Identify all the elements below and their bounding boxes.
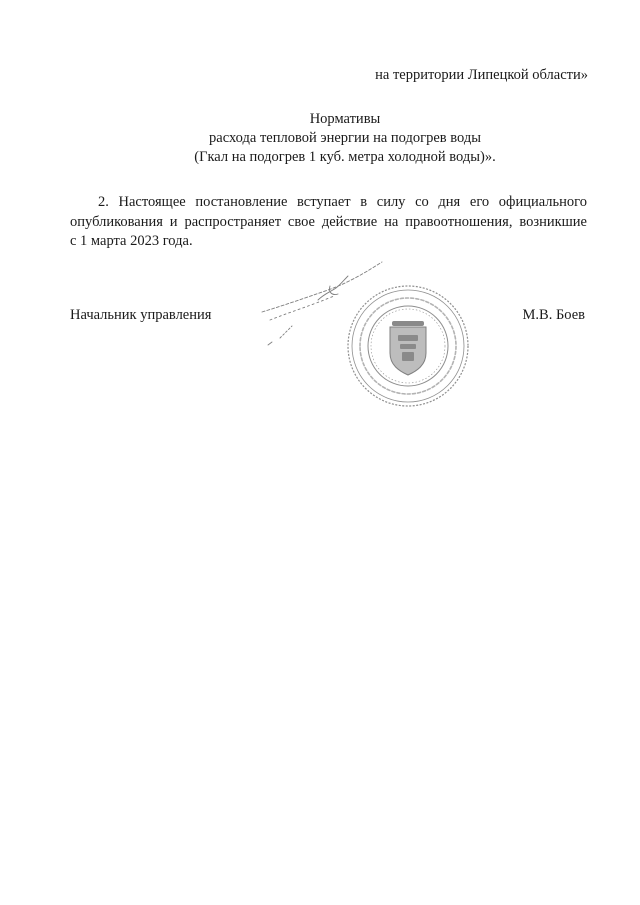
title-line-2: расхода тепловой энергии на подогрев воды (209, 130, 481, 146)
paragraph-line-2: опубликования и распространяет свое действие на правоотношения, возникшие (70, 213, 587, 230)
title-line-1: Нормативы (309, 111, 381, 127)
signer-name: М.В. Боев (522, 307, 585, 323)
paragraph-line-1: 2. Настоящее постановление вступает в силу со дня его официального (98, 194, 587, 210)
effective-date-paragraph (70, 193, 587, 252)
header-tail-text: на территории Липецкой области» (375, 67, 588, 83)
title-line-3: (Гкал на подогрев 1 куб. метра холодной воды)». (194, 149, 496, 165)
official-seal-icon (345, 283, 471, 409)
signer-position: Начальник управления (70, 307, 212, 323)
normative-title (0, 110, 640, 167)
paragraph-line-3: с 1 марта 2023 года. (70, 233, 193, 249)
